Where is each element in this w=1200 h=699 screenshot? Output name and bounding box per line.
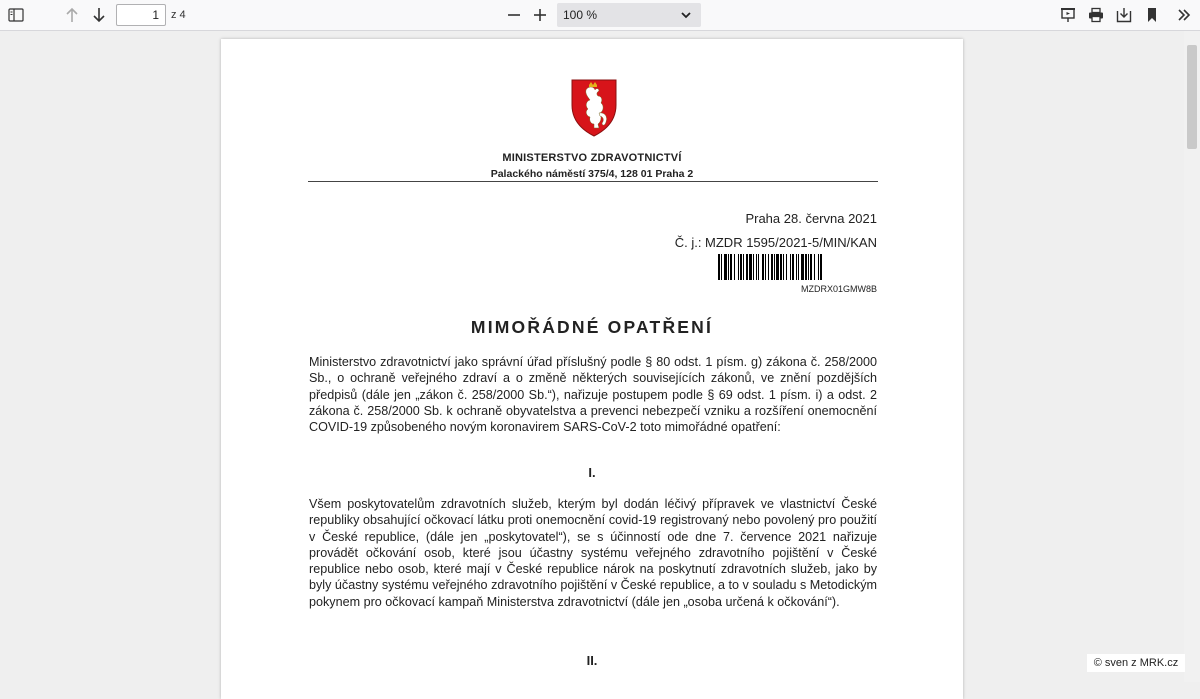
ministry-name: MINISTERSTVO ZDRAVOTNICTVÍ: [502, 152, 682, 164]
section-1-paragraph: Všem poskytovatelům zdravotních služeb, kterým byl dodán léčivý přípravek ve vlastnictví České republiky obsahující očkovací látku proti onemocnění covid-19 registrovaný nebo povolený pro použití v České republice, (dále jen „poskytovatel“), se s účinností ode dne 7. července 2021 nařizuje provádět očkování osob, které jsou účastny systému veřejného zdravotního pojištění v České republice nebo osob, které mají v České republice nárok na poskytnutí zdravotních služeb, jako by byly účastny systému veřejného zdravotního pojištění v České republice, a to v souladu s Metodickým pokynem pro očkovací kampaň Ministerstva zdravotnictví (dále jen „osoba určená k očkování“).: [309, 497, 877, 609]
tools-menu-icon[interactable]: [1174, 4, 1194, 26]
document-page: [221, 39, 963, 699]
barcode: [718, 254, 876, 280]
presentation-mode-icon[interactable]: [1058, 4, 1078, 26]
zoom-select[interactable]: [557, 3, 701, 27]
download-icon[interactable]: [1114, 4, 1134, 26]
sidebar-toggle-icon[interactable]: [5, 4, 27, 26]
next-page-icon[interactable]: [89, 4, 109, 26]
section-heading-1: I.: [588, 465, 596, 480]
zoom-in-icon[interactable]: [530, 4, 550, 26]
scrollbar-thumb[interactable]: [1187, 45, 1197, 149]
header-divider: [308, 181, 878, 182]
document-title: MIMOŘÁDNÉ OPATŘENÍ: [470, 317, 714, 337]
previous-page-icon[interactable]: [62, 4, 82, 26]
vertical-scrollbar[interactable]: [1184, 31, 1200, 682]
print-icon[interactable]: [1086, 4, 1106, 26]
intro-paragraph: Ministerstvo zdravotnictví jako správní úřad příslušný podle § 80 odst. 1 písm. g) zákona č. 258/2000 Sb., o ochraně veřejného zdraví a o změně některých souvisejících zákonů, ve znění pozdějších předpisů (dále jen „zákon č. 258/2000 Sb.“), nařizuje postupem podle § 69 odst. 1 písm. i) a odst. 2 zákona č. 258/2000 Sb. k ochraně obyvatelstva a prevenci nebezpečí vzniku a rozšíření onemocnění COVID-19 způsobeného novým koronavirem SARS-CoV-2 toto mimořádné opatření:: [309, 355, 877, 435]
page-number-input[interactable]: [116, 4, 166, 26]
watermark: © sven z MRK.cz: [1087, 654, 1185, 672]
zoom-value: 100 %: [563, 8, 598, 22]
document-date: Praha 28. června 2021: [745, 211, 877, 226]
czech-coat-of-arms-icon: [571, 79, 617, 142]
zoom-out-icon[interactable]: [504, 4, 524, 26]
page-count: z 4: [171, 9, 186, 21]
bookmark-icon[interactable]: [1142, 4, 1162, 26]
section-heading-2: II.: [586, 653, 598, 668]
ministry-address: Palackého náměstí 375/4, 128 01 Praha 2: [490, 168, 694, 180]
barcode-text: MZDRX01GMW8B: [800, 284, 877, 294]
pdf-toolbar: [0, 0, 1200, 31]
chevron-down-icon: [681, 9, 691, 23]
reference-number: Č. j.: MZDR 1595/2021-5/MIN/KAN: [674, 235, 877, 250]
